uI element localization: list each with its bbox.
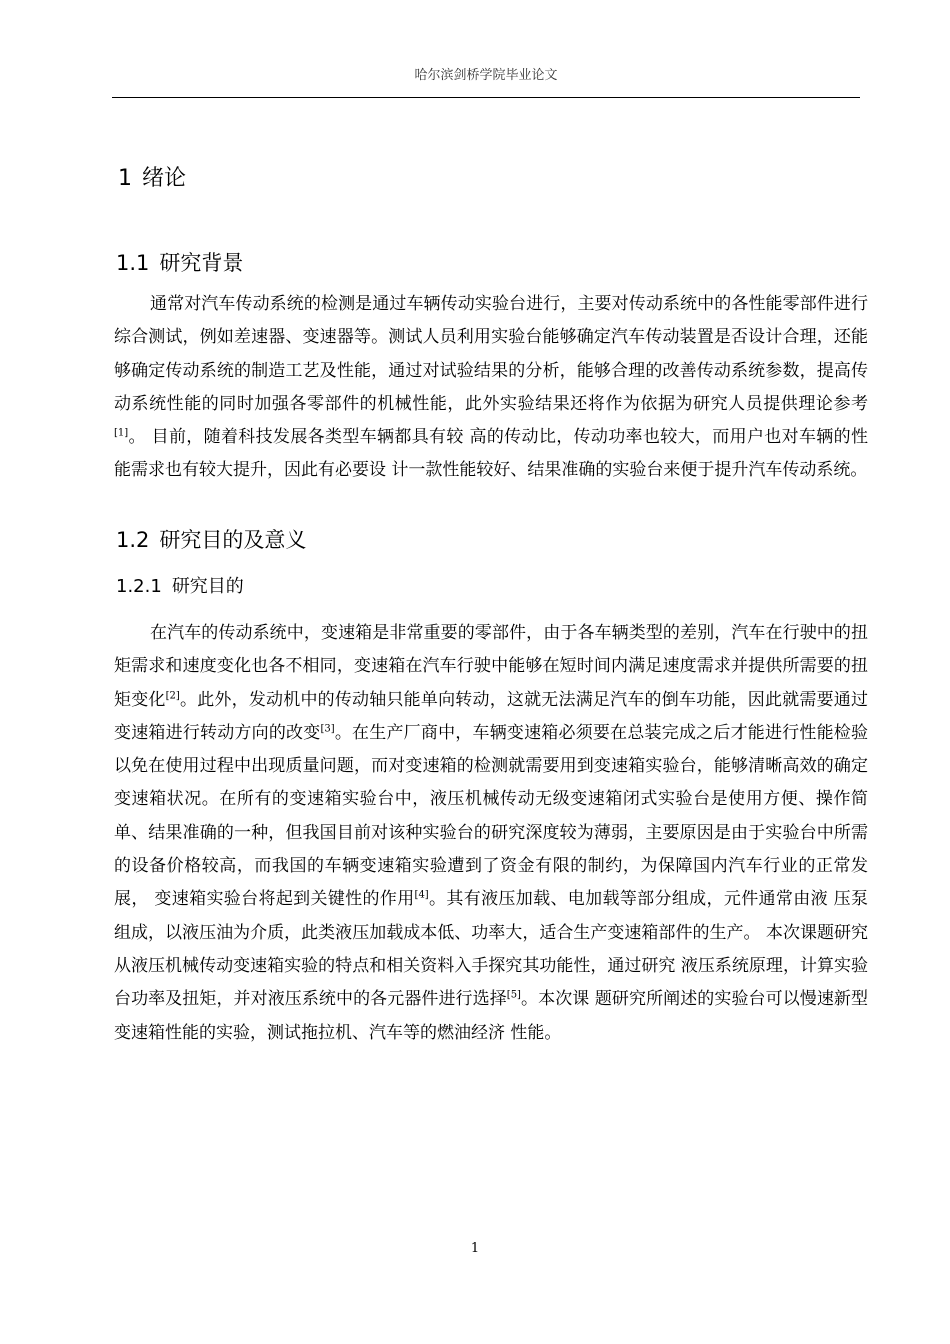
- paragraph-text: 。其有液压加载、电加载等部分组成，元件通常由液 压泵组成，以液压油为介质，此类液压加载成本低、功率大，适合生产变速箱部件的生产。 本次课题研究从液压机械传动变速箱实验的特点和相关资料入手探究其功能性，通过研究 液压系统原理，计算实验台功率及扭矩，并对液压系统中的各元器件进行选择: [114, 889, 868, 1010]
- citation-ref: [2]: [165, 689, 180, 701]
- citation-ref: [3]: [320, 723, 335, 735]
- section-number: 1.1: [116, 251, 150, 275]
- section-heading-1-1: [116, 248, 243, 278]
- chapter-number: 1: [118, 166, 132, 191]
- section-heading-1-2: [116, 525, 306, 555]
- section-title: 研究目的及意义: [159, 528, 307, 552]
- chapter-title: 绪论: [142, 166, 187, 191]
- citation-ref: [4]: [414, 889, 429, 901]
- citation-ref: [5]: [506, 989, 521, 1001]
- subsection-heading-1-2-1: [116, 573, 244, 601]
- subsection-title: 研究目的: [171, 576, 244, 597]
- paragraph-text: 。本次课 题研究所阐述的实验台可以慢速新型变速箱性能的实验，测试拖拉机、汽车等的燃油经济 性能。: [114, 989, 869, 1043]
- purpose-paragraph: [114, 617, 868, 1050]
- section-number: 1.2: [116, 528, 150, 552]
- paragraph-text: 通常对汽车传动系统的检测是通过车辆传动实验台进行，主要对传动系统中的各性能零部件进行综合测试，例如差速器、变速器等。测试人员利用实验台能够确定汽车传动装置是否设计合理，还能够确定传动系统的制造工艺及性能，通过对试验结果的分析，能够合理的改善传动系统参数，提高传动系统性能的同时加强各零部件的机械性能，此外实验结果还将作为依据为研究人员提供理论参考: [114, 294, 868, 414]
- page-header: 哈尔滨剑桥学院毕业论文: [414, 68, 558, 83]
- page-number: 1: [470, 1241, 480, 1256]
- section-title: 研究背景: [159, 251, 244, 275]
- paragraph-text: 。此外，发动机中的传动轴只能单向转动，这就无法满足汽车的倒车功能，因此就需要通过变速箱进行转动方向的改变: [114, 689, 869, 743]
- header-divider: [112, 97, 860, 98]
- subsection-number: 1.2.1: [116, 576, 162, 597]
- background-paragraph: [114, 288, 868, 488]
- chapter-heading: [118, 163, 186, 195]
- citation-ref: [1]: [114, 427, 129, 439]
- paragraph-text: 在汽车的传动系统中，变速箱是非常重要的零部件，由于各车辆类型的差别，汽车在行驶中的扭矩需求和速度变化也各不相同，变速箱在汽车行驶中能够在短时间内满足速度需求并提供所需要的扭矩变化: [114, 623, 868, 710]
- paragraph-text: 。在生产厂商中，车辆变速箱必须要在总装完成之后才能进行性能检验以免在使用过程中出现质量问题，而对变速箱的检测就需要用到变速箱实验台，能够清晰高效的确定变速箱状况。在所有的变速箱实验台中，液压机械传动无级变速箱闭式实验台是使用方便、操作简单、结果准确的一种，但我国目前对该种实验台的研究深度较为薄弱，主要原因是由于实验台中所需的设备价格较高，而我国的车辆变速箱实验遭到了资金有限的制约，为保障国内汽车行业的正常发展， 变速箱实验台将起到关键性的作用: [114, 722, 869, 910]
- paragraph-text: 。 目前，随着科技发展各类型车辆都具有较 高的传动比，传动功率也较大，而用户也对车辆的性能需求也有较大提升，因此有必要设 计一款性能较好、结果准确的实验台来便于提升汽车传动系统。: [114, 427, 868, 481]
